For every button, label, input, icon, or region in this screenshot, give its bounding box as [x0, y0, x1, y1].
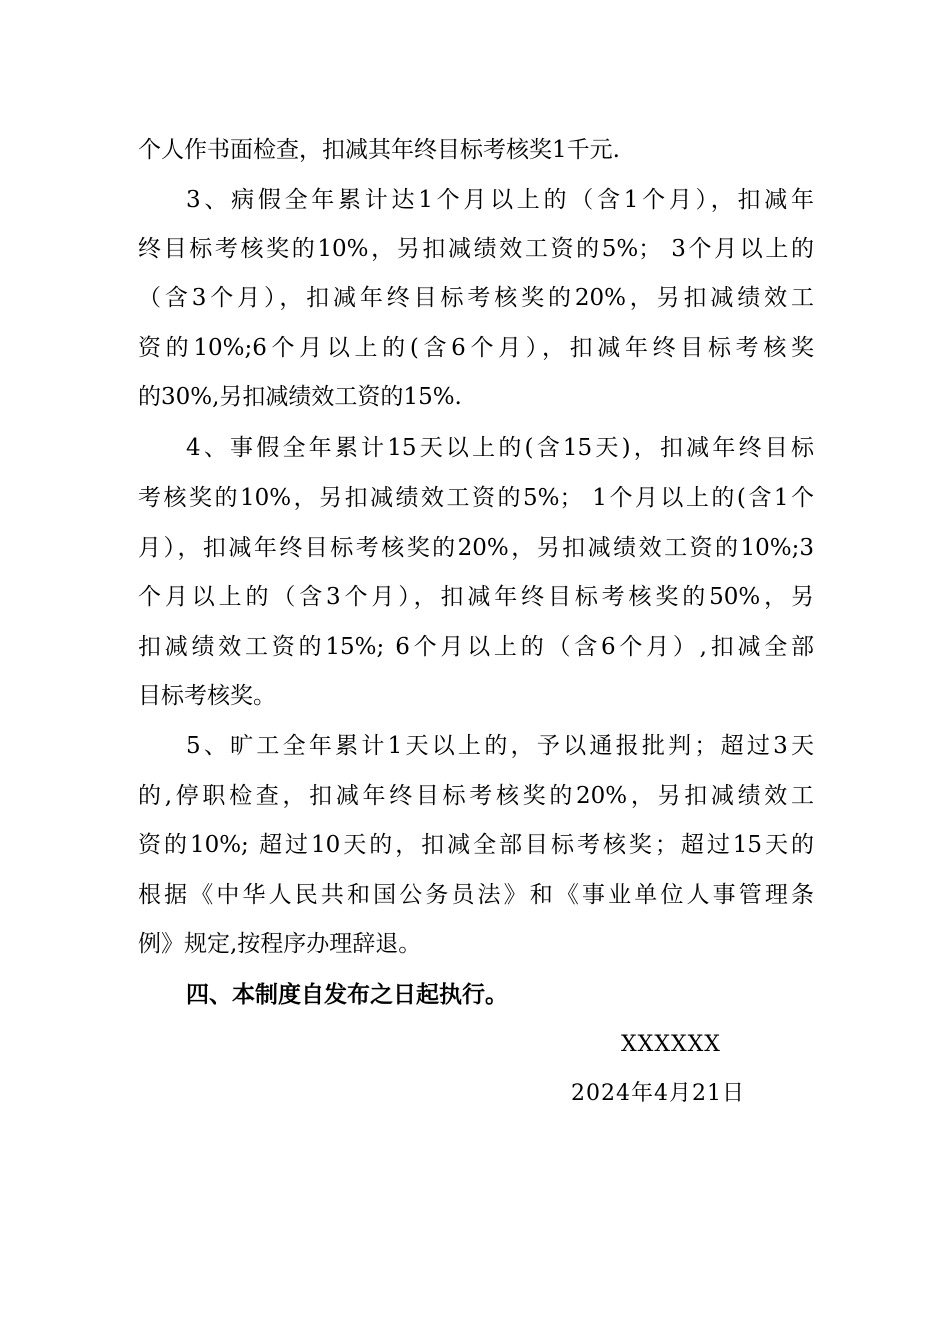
- body-line: 扣减绩效工资的15%; 6个月以上的（含6个月）,扣减全部: [138, 634, 814, 660]
- body-line: 终目标考核奖的10%，另扣减绩效工资的5%； 3个月以上的: [138, 236, 814, 262]
- body-line: 资的10%; 超过10天的，扣减全部目标考核奖；超过15天的: [138, 832, 814, 858]
- body-line: （含3个月），扣减年终目标考核奖的20%，另扣减绩效工: [138, 285, 814, 311]
- body-line: 的,停职检查，扣减年终目标考核奖的20%，另扣减绩效工: [138, 783, 814, 809]
- body-line: 资的10%;6个月以上的(含6个月），扣减年终目标考核奖: [138, 335, 814, 361]
- body-line: 个人作书面检查，扣减其年终目标考核奖1千元.: [138, 137, 620, 163]
- body-line: 目标考核奖。: [138, 683, 276, 709]
- section-heading: 四、本制度自发布之日起执行。: [186, 982, 508, 1008]
- body-line: 个月以上的（含3个月），扣减年终目标考核奖的50%，另: [138, 584, 814, 610]
- signature-date: 2024年4月21日: [571, 1081, 745, 1106]
- body-line: 5、旷工全年累计1天以上的，予以通报批判；超过3天: [186, 733, 814, 759]
- body-line: 例》规定,按程序办理辞退。: [138, 931, 422, 957]
- body-line: 3、病假全年累计达1个月以上的（含1个月），扣减年: [186, 187, 814, 213]
- body-line: 考核奖的10%，另扣减绩效工资的5%； 1个月以上的(含1个: [138, 485, 814, 511]
- body-line: 月），扣减年终目标考核奖的20%，另扣减绩效工资的10%;3: [138, 535, 814, 561]
- body-line: 4、事假全年累计15天以上的(含15天)，扣减年终目标: [186, 435, 814, 461]
- signature-org: XXXXXX: [621, 1032, 721, 1057]
- body-line: 根据《中华人民共和国公务员法》和《事业单位人事管理条: [138, 882, 814, 908]
- body-line: 的30%,另扣减绩效工资的15%.: [138, 384, 462, 410]
